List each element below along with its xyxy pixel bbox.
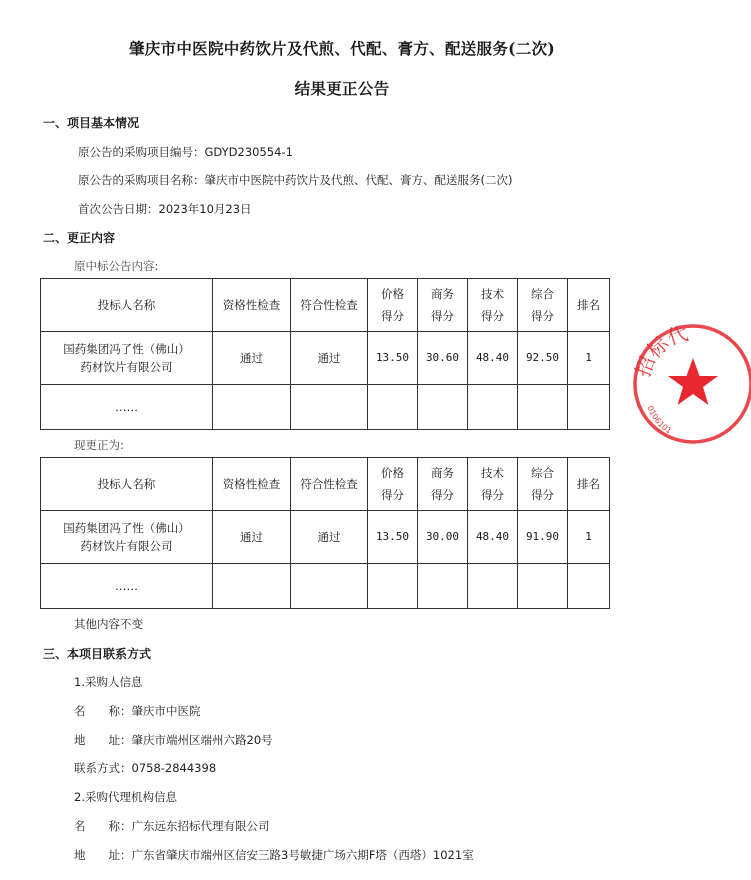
total-score: 91.90 — [518, 511, 568, 564]
revised-result-table — [40, 457, 610, 609]
price-score: 13.50 — [368, 332, 418, 385]
header-total: 综合 得分 — [518, 458, 568, 511]
purchaser-contact: 联系方式：0758-2844398 — [74, 761, 217, 775]
section-3-heading: 三、本项目联系方式 — [43, 647, 152, 661]
header-qualification: 资格性检查 — [213, 279, 291, 332]
header-bidder: 投标人名称 — [41, 458, 213, 511]
header-qualification: 资格性检查 — [213, 458, 291, 511]
qualification-result: 通过 — [213, 511, 291, 564]
business-score: 30.00 — [418, 511, 468, 564]
business-score: 30.60 — [418, 332, 468, 385]
section-1-heading: 一、项目基本情况 — [43, 116, 140, 130]
bidder-name: 国药集团冯了性（佛山） 药材饮片有限公司 — [41, 511, 213, 564]
ellipsis: …… — [41, 385, 213, 430]
agency-heading: 2.采购代理机构信息 — [74, 790, 177, 804]
header-tech: 技术 得分 — [468, 458, 518, 511]
tech-score: 48.40 — [468, 511, 518, 564]
purchaser-address: 地 址：肇庆市端州区端州六路20号 — [74, 733, 273, 747]
header-conformity: 符合性检查 — [291, 458, 368, 511]
official-seal-stamp — [631, 322, 751, 442]
table-row — [41, 332, 610, 385]
price-score: 13.50 — [368, 511, 418, 564]
rank: 1 — [568, 511, 610, 564]
ellipsis: …… — [41, 564, 213, 609]
title-line-1: 肇庆市中医院中药饮片及代煎、代配、膏方、配送服务(二次) — [128, 39, 556, 58]
header-tech: 技术 得分 — [468, 279, 518, 332]
header-rank: 排名 — [568, 458, 610, 511]
header-business: 商务 得分 — [418, 458, 468, 511]
header-bidder: 投标人名称 — [41, 279, 213, 332]
conformity-result: 通过 — [291, 332, 368, 385]
section-2-heading: 二、更正内容 — [43, 231, 116, 245]
other-content-unchanged: 其他内容不变 — [74, 617, 143, 631]
rank: 1 — [568, 332, 610, 385]
tech-score: 48.40 — [468, 332, 518, 385]
conformity-result: 通过 — [291, 511, 368, 564]
table-row-ellipsis — [41, 385, 610, 430]
total-score: 92.50 — [518, 332, 568, 385]
table-row-ellipsis — [41, 564, 610, 609]
svg-text:招标代: 招标代 — [630, 320, 691, 380]
header-price: 价格 得分 — [368, 458, 418, 511]
purchaser-heading: 1.采购人信息 — [74, 675, 143, 689]
header-business: 商务 得分 — [418, 279, 468, 332]
first-announcement-date: 首次公告日期：2023年10月23日 — [78, 202, 252, 216]
table-header-row — [41, 458, 610, 511]
table-row — [41, 511, 610, 564]
header-conformity: 符合性检查 — [291, 279, 368, 332]
bidder-name: 国药集团冯了性（佛山） 药材饮片有限公司 — [41, 332, 213, 385]
project-number: 原公告的采购项目编号：GDYD230554-1 — [78, 145, 293, 159]
header-price: 价格 得分 — [368, 279, 418, 332]
agency-address: 地 址：广东省肇庆市端州区信安三路3号敏捷广场六期F塔（西塔）1021室 — [74, 848, 474, 862]
agency-name: 名 称：广东远东招标代理有限公司 — [74, 819, 270, 833]
purchaser-name: 名 称：肇庆市中医院 — [74, 704, 201, 718]
original-label: 原中标公告内容: — [74, 259, 159, 273]
table-header-row — [41, 279, 610, 332]
header-rank: 排名 — [568, 279, 610, 332]
svg-text:0106101: 0106101 — [645, 404, 674, 436]
revised-label: 现更正为: — [74, 438, 124, 452]
original-result-table — [40, 278, 610, 430]
title-line-2: 结果更正公告 — [294, 79, 390, 98]
project-name: 原公告的采购项目名称：肇庆市中医院中药饮片及代煎、代配、膏方、配送服务(二次) — [78, 173, 513, 187]
qualification-result: 通过 — [213, 332, 291, 385]
header-total: 综合 得分 — [518, 279, 568, 332]
